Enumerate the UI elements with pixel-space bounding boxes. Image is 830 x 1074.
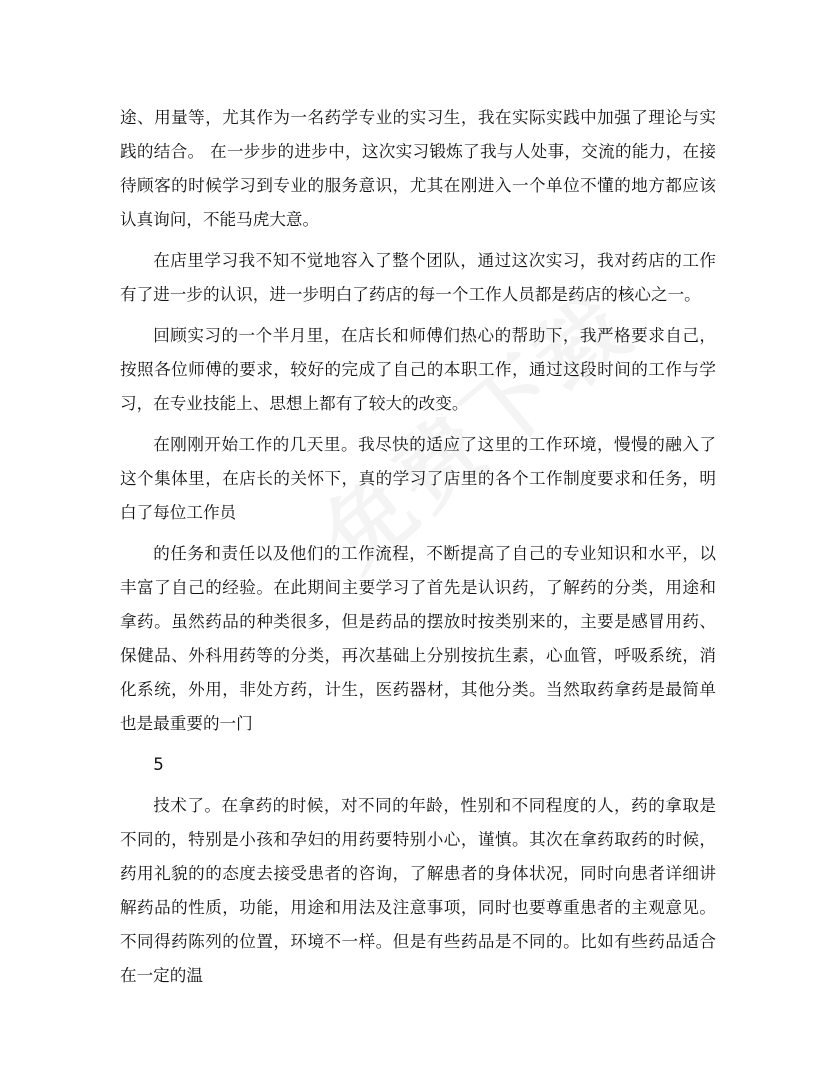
paragraph-1: 途、用量等，尤其作为一名药学专业的实习生，我在实际实践中加强了理论与实践的结合。 在一步步的进步中，这次实习锻炼了我与人处事，交流的能力，在接待顾客的时候学习到专业的服务意识，尤其在刚进入一个单位不懂的地方都应该认真询问，不能马虎大意。 <box>120 108 716 229</box>
paragraph-5: 的任务和责任以及他们的工作流程，不断提高了自己的专业知识和水平，以丰富了自己的经验。在此期间主要学习了首先是认识药，了解药的分类，用途和拿药。虽然药品的种类很多，但是药品的摆放时按类别来的，主要是感冒用药、保健品、外科用药等的分类，再次基础上分别按抗生素，心血管，呼吸系统，消化系统，外用，非处方药，计生，医药器材，其他分类。当然取药拿药是最简单也是最重要的一门 <box>120 544 716 733</box>
document-body <box>120 101 716 1000</box>
paragraph-2: 在店里学习我不知不觉地容入了整个团队，通过这次实习，我对药店的工作有了进一步的认识，进一步明白了药店的每一个工作人员都是药店的核心之一。 <box>120 251 716 304</box>
paragraph-3: 回顾实习的一个半月里，在店长和师傅们热心的帮助下，我严格要求自己，按照各位师傅的要求，较好的完成了自己的本职工作，通过这段时间的工作与学习，在专业技能上、思想上都有了较大的改变。 <box>120 326 716 413</box>
paragraph-4: 在刚刚开始工作的几天里。我尽快的适应了这里的工作环境，慢慢的融入了这个集体里，在店长的关怀下，真的学习了店里的各个工作制度要求和任务，明白了每位工作员 <box>120 435 716 522</box>
page-number: 5 <box>153 755 164 774</box>
paragraph-6: 技术了。在拿药的时候，对不同的年龄，性别和不同程度的人，药的拿取是不同的，特别是小孩和孕妇的用药要特别小心，谨慎。其次在拿药取药的时候，药用礼貌的的态度去接受患者的咨询，了解患者的身体状况，同时向患者详细讲解药品的性质，功能，用途和用法及注意事项，同时也要尊重患者的主观意见。不同得药陈列的位置，环境不一样。但是有些药品是不同的。比如有些药品适合在一定的温 <box>120 796 716 985</box>
